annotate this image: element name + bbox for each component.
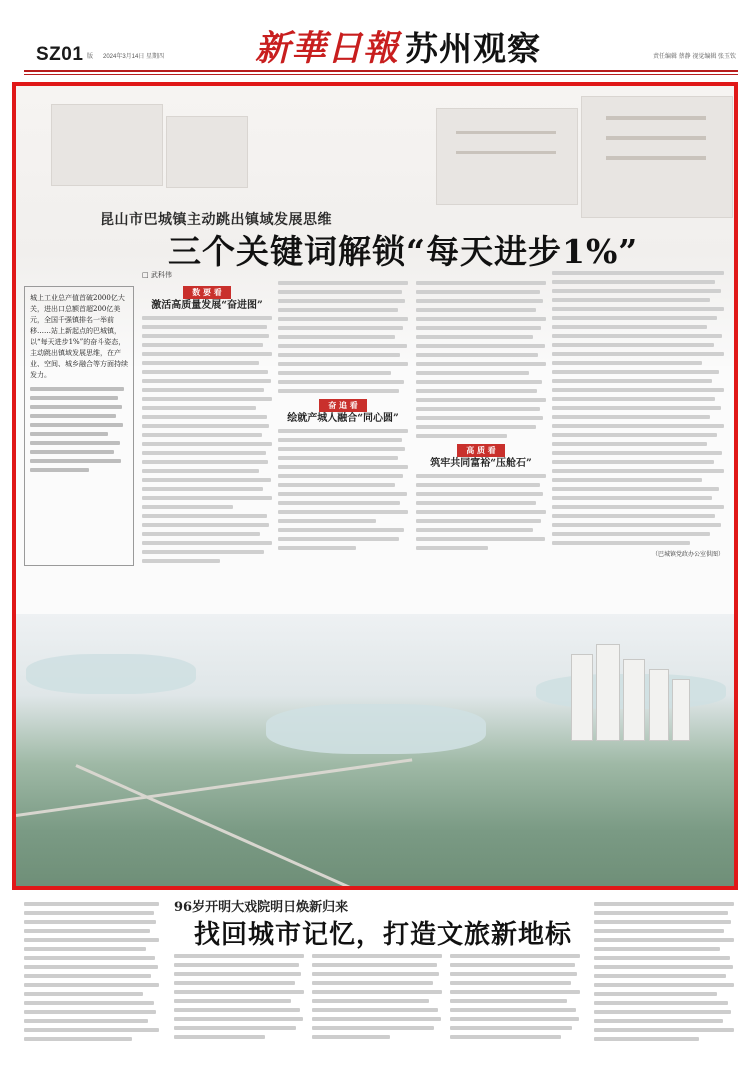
- section-heading: 筑牢共同富裕“压舱石”: [430, 458, 532, 469]
- page-suffix: 版: [87, 54, 94, 60]
- building-shape: [51, 104, 163, 186]
- tower-shape: [571, 654, 593, 741]
- lead-box: [24, 286, 134, 566]
- editor-credits: 责任编辑 蔡静 视觉编辑 张玉钦: [652, 54, 736, 60]
- article-column-2: [278, 281, 408, 616]
- building-shape: [436, 108, 578, 205]
- road-shape: [75, 764, 369, 890]
- section-label: 数 要 看: [183, 286, 231, 299]
- article-column-4: [552, 271, 724, 616]
- body-text: [416, 281, 546, 438]
- byline: □ 武科伟: [142, 271, 172, 279]
- building-window: [606, 136, 706, 140]
- article-column-1: [142, 271, 272, 616]
- section-heading: 绘就产城人融合“同心圆”: [287, 413, 399, 424]
- issue-date: 2024年3月14日 星期四: [103, 54, 165, 60]
- body-text: [278, 429, 408, 550]
- secondary-column-5: [594, 902, 734, 1062]
- header-divider-thin: [24, 74, 738, 75]
- header-divider: [24, 70, 738, 72]
- masthead: [255, 24, 541, 68]
- lead-text-continued: [30, 387, 128, 472]
- lake-shape: [266, 704, 486, 754]
- page-number: SZ01: [36, 44, 84, 65]
- secondary-column-2: [174, 954, 304, 1062]
- building-window: [456, 151, 556, 154]
- section-label: 高 质 看: [457, 444, 505, 457]
- building-window: [606, 156, 706, 160]
- secondary-kicker: 96岁开明大戏院明日焕新归来: [174, 900, 349, 915]
- lead-text: 城上工业总产值首破2000亿大关，进出口总额首超200亿美元，全国千强镇排名一举前移……站上新起点的巴城镇，以“每天进步1%”的奋斗姿态，主动跳出镇域发展思维，在产业、空间、城乡融合等方面持续发力。: [30, 294, 128, 379]
- building-window: [456, 131, 556, 134]
- page-header: [0, 0, 756, 80]
- highlighted-article: [12, 82, 738, 890]
- secondary-article: [24, 894, 738, 1065]
- secondary-column-4: [450, 954, 580, 1062]
- body-text: [278, 281, 408, 393]
- secondary-headline: 找回城市记忆，打造文旅新地标: [194, 920, 573, 950]
- body-text: [552, 271, 724, 545]
- article-overline: 昆山市巴城镇主动跳出镇域发展思维: [100, 212, 332, 228]
- tower-shape: [596, 644, 620, 741]
- body-text: [416, 474, 546, 550]
- article-column-3: [416, 281, 546, 616]
- newspaper-logo: 新華日報: [255, 28, 400, 69]
- tower-shape: [623, 659, 645, 741]
- section-label: 奋 追 看: [319, 399, 367, 412]
- article-body: [24, 271, 729, 626]
- building-window: [606, 116, 706, 120]
- aerial-photo: [16, 614, 734, 886]
- secondary-column-1: [24, 902, 159, 1062]
- building-shape: [166, 116, 248, 188]
- article-headline: 三个关键词解锁“每天进步1%”: [168, 232, 639, 271]
- tower-shape: [649, 669, 669, 741]
- photo-credit: （巴城镇党政办公室供图）: [651, 551, 724, 558]
- lake-shape: [26, 654, 196, 694]
- secondary-column-3: [312, 954, 442, 1062]
- tower-shape: [672, 679, 690, 741]
- section-name: 苏州观察: [405, 28, 542, 68]
- body-text: [142, 316, 272, 563]
- section-heading: 激活高质量发展“奋进图”: [151, 300, 263, 311]
